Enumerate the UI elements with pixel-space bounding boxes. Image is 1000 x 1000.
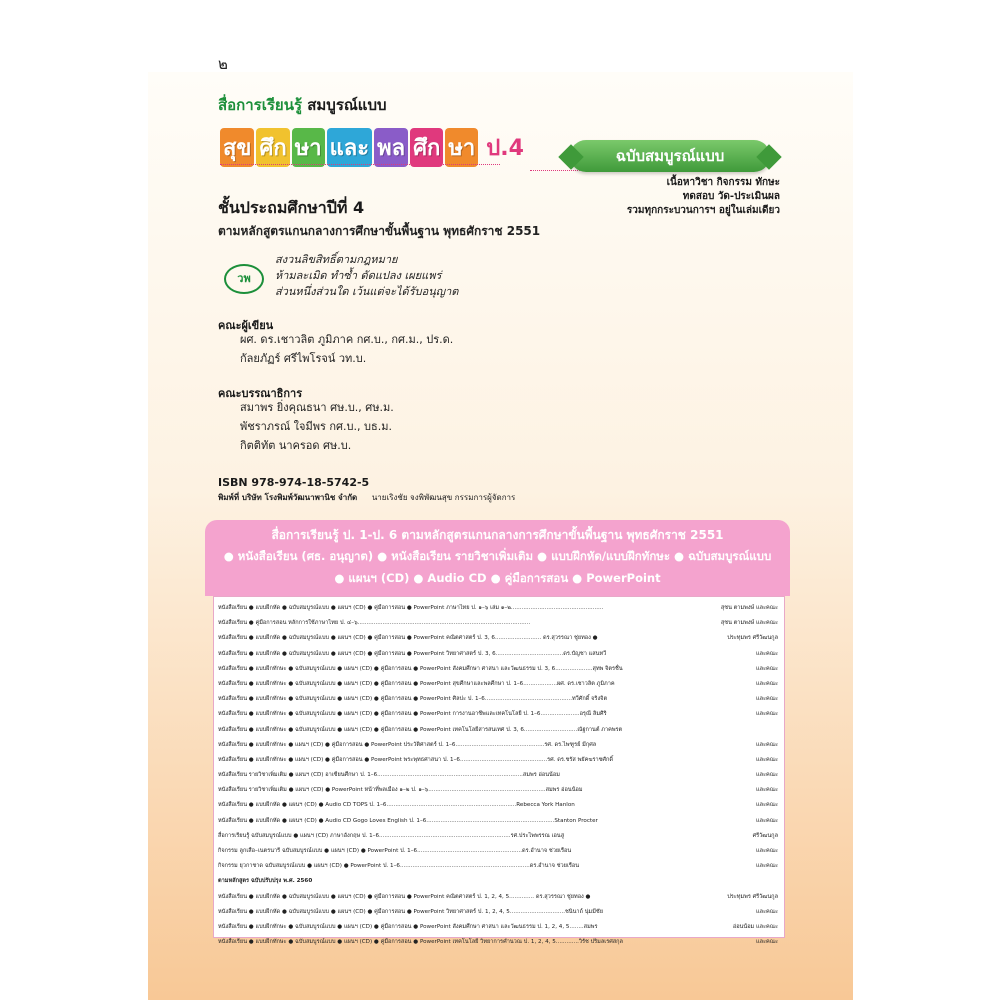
list-item-author: และคณะ [756, 665, 778, 672]
title-underline [220, 164, 500, 165]
list-item [218, 783, 778, 798]
grade-tag: ป.4 [486, 136, 524, 161]
author-name: กัลยภัฏร์ ศรีไพโรจน์ วท.บ. [240, 352, 367, 365]
list-item [218, 935, 778, 950]
isbn: ISBN 978-974-18-5742-5 [218, 476, 370, 489]
list-item-author: และคณะ [756, 848, 778, 854]
list-item [218, 829, 778, 844]
printer-info [218, 491, 515, 504]
list-item-title: สื่อการเรียนรู้ ฉบับสมบูรณ์แบบ ● แผนฯ (CD) ภาษาอังกฤษ ป. 1–6..........................................................................รศ.ประไพพรรณ เอนสู [218, 832, 565, 839]
list-item-title: หนังสือเรียน ● แบบฝึกหัด ● แผนฯ (CD) ● Audio CD Gogo Loves English ป. 1–6........................................................................Stanton Procter [218, 817, 598, 824]
grade-level: ชั้นประถมศึกษาปีที่ 4 [218, 198, 365, 217]
list-item-author: ประทุมพร ศรีวัฒนกูล [727, 893, 778, 900]
list-item-title: หนังสือเรียน ● แบบฝึกหัด ● ฉบับสมบูรณ์แบบ ● แผนฯ (CD) ● คู่มือการสอน ● PowerPoint วิทยาศาสตร์ ป. 1, 2, 4, 5...............................ชนินาถ์ นุ่มมีชัย [218, 908, 603, 915]
ribbon-description [600, 176, 780, 218]
list-item-author: อ่อนน้อม และคณะ [732, 923, 778, 930]
promo-box [205, 520, 790, 596]
title-seg: พล [374, 128, 408, 167]
editor-name: กิตติทัต นาครอด ศษ.บ. [240, 439, 352, 452]
ribbon-line1: เนื้อหาวิชา กิจกรรม ทักษะ [666, 177, 780, 188]
list-item-author: และคณะ [756, 863, 778, 870]
product-listing [213, 596, 785, 946]
list-item-title: หนังสือเรียน รายวิชาเพิ่มเติม ● แผนฯ (CD) อาเซียนศึกษา ป. 1–6..................................................................................สมพร อ่อนน้อม [218, 772, 560, 779]
copyright-notice [275, 252, 458, 300]
list-item [218, 890, 778, 905]
list-item-author: สุชน ตามพงษ์ และคณะ [720, 620, 778, 627]
list-item-author: ประทุมพร ศรีวัฒนกูล [727, 635, 778, 642]
list-item [218, 647, 778, 662]
list-item-author: และคณะ [756, 680, 778, 687]
list-item-title: กิจกรรม ยุวกาชาด ฉบับสมบูรณ์แบบ ● แผนฯ (CD) ● PowerPoint ป. 1–6.........................................................................ดร.อำนาจ ช่วยเรือน [218, 863, 580, 870]
ribbon-line3: รวมทุกกระบวนการฯ อยู่ในเล่มเดียว [626, 205, 780, 216]
list-item [218, 616, 778, 631]
list-item-title: หนังสือเรียน ● แบบฝึกทักษะ ● ฉบับสมบูรณ์แบบ ● แผนฯ (CD) ● คู่มือการสอน ● PowerPoint เทคโนโลยีสารสนเทศ ป. 3, 6..............................ณัฐกานต์ ภาคพรต [218, 726, 623, 733]
list-item-title: หนังสือเรียน ● แบบฝึกทักษะ ● ฉบับสมบูรณ์แบบ ● แผนฯ (CD) ● คู่มือการสอน ● PowerPoint สังคมศึกษา ศาสนา และวัฒนธรรม ป. 3, 6.....................สุทพ จิตรชื่น [218, 665, 623, 672]
series-part2: สมบูรณ์แบบ [307, 96, 387, 114]
list-item-title: หนังสือเรียน ● แบบฝึกหัด ● ฉบับสมบูรณ์แบบ ● แผนฯ (CD) ● คู่มือการสอน ● PowerPoint คณิตศาสตร์ ป. 3, 6.......................... ดร.สุวรรณา ชู่ยทอง ● [218, 635, 598, 642]
publisher-logo: วพ [224, 264, 264, 294]
title-seg: ษา [445, 128, 478, 167]
list-item [218, 738, 778, 753]
list-item-author: และคณะ [756, 741, 778, 748]
list-item-title: หนังสือเรียน ● แบบฝึกทักษะ ● ฉบับสมบูรณ์แบบ ● แผนฯ (CD) ● คู่มือการสอน ● PowerPoint สังคมศึกษา ศาสนา และวัฒนธรรม ป. 1, 2, 4, 5........สมพร [218, 923, 598, 930]
page-number: ๒ [218, 55, 228, 73]
authors-heading: คณะผู้เขียน [218, 319, 274, 332]
book-title [220, 128, 524, 167]
author-name: ผศ. ดร.เชาวลิต ภูมิภาค กศ.บ., กศ.ม., ปร.ด. [240, 333, 454, 346]
list-item [218, 692, 778, 707]
list-item [218, 844, 778, 859]
list-item-author [776, 874, 778, 889]
list-item-author: และคณะ [756, 802, 778, 809]
editor-name: พัชราภรณ์ ใจมีพร กศ.บ., บธ.ม. [240, 420, 392, 433]
list-item-author: และคณะ [756, 787, 778, 794]
list-item-author: และคณะ [756, 817, 778, 824]
title-seg: ษา [292, 128, 325, 167]
list-item-title: กิจกรรม ลูกเสือ–เนตรนารี ฉบับสมบูรณ์แบบ ● แผนฯ (CD) ● PowerPoint ป. 1–6...........................................................ดร.อำนาจ ช่วยเรือน [218, 848, 572, 854]
list-item [218, 662, 778, 677]
list-item-author: และคณะ [756, 772, 778, 779]
copyright-line: ส่วนหนึ่งส่วนใด เว้นแต่จะได้รับอนุญาต [275, 285, 459, 298]
list-item-title: หนังสือเรียน ● แบบฝึกหัด ● ฉบับสมบูรณ์แบบ ● แผนฯ (CD) ● คู่มือการสอน ● PowerPoint คณิตศาสตร์ ป. 1, 2, 4, 5.............. ดร.สุวรรณา ชู่ยทอง ● [218, 893, 591, 900]
editors-heading: คณะบรรณาธิการ [218, 387, 303, 400]
list-item [218, 859, 778, 874]
promo-line2: ● แผนฯ (CD) ● Audio CD ● คู่มือการสอน ● PowerPoint [334, 571, 661, 585]
list-item-title: หนังสือเรียน ● แบบฝึกทักษะ ● ฉบับสมบูรณ์แบบ ● แผนฯ (CD) ● คู่มือการสอน ● PowerPoint ศิลปะ ป. 1–6.................................................ทวีศักดิ์ จริงจิต [218, 696, 608, 703]
authors-list [240, 330, 453, 368]
list-item-title: หนังสือเรียน ● แบบฝึกทักษะ ● ฉบับสมบูรณ์แบบ ● แผนฯ (CD) ● คู่มือการสอน ● PowerPoint การงานอาชีพและเทคโนโลยี ป. 1–6......................อรุณี ลิมศิริ [218, 711, 607, 718]
list-item-author: และคณะ [756, 711, 778, 718]
list-item [218, 631, 778, 646]
list-item-title: หนังสือเรียน ● คู่มือการสอน หลักการใช้ภาษาไทย ป. ๔–๖................................................................................................. [218, 620, 531, 627]
list-item-author: และคณะ [756, 756, 778, 763]
list-item-title: หนังสือเรียน รายวิชาเพิ่มเติม ● แผนฯ (CD) ● PowerPoint หน้าที่พลเมือง ๑–๒ ป. ๑–๖..................................................................สมพร อ่อนน้อม [218, 787, 583, 794]
list-item [218, 677, 778, 692]
list-item-title: หนังสือเรียน ● แบบฝึกทักษะ ● แผนฯ (CD) ● คู่มือการสอน ● PowerPoint พระพุทธศาสนา ป. 1–6.................................................รศ. ดร.ชรัส พยัคฆราชศักดิ์ [218, 756, 613, 763]
list-item [218, 798, 778, 813]
copyright-line: ห้ามละเมิด ทำซ้ำ ดัดแปลง เผยแพร่ [275, 269, 442, 282]
list-item-author [776, 723, 778, 738]
promo-line1: ● หนังสือเรียน (ศธ. อนุญาต) ● หนังสือเรียน รายวิชาเพิ่มเติม ● แบบฝึกหัด/แบบฝึกทักษะ ● ฉบับสมบูรณ์แบบ [223, 549, 772, 563]
series-title [218, 93, 387, 117]
list-item-author: และคณะ [756, 650, 778, 657]
title-seg: ศึก [410, 128, 443, 167]
product-list [218, 601, 778, 950]
edition-ribbon: ฉบับสมบูรณ์แบบ [570, 140, 770, 172]
curriculum-line: ตามหลักสูตรแกนกลางการศึกษาขั้นพื้นฐาน พุทธศักราช 2551 [218, 224, 541, 238]
copyright-line: สงวนลิขสิทธิ์ตามกฎหมาย [275, 253, 398, 266]
editor-name: สมาพร ยิ่งคุณธนา ศษ.บ., ศษ.ม. [240, 401, 394, 414]
list-item-author: และคณะ [756, 939, 778, 946]
list-item-author: ศรีวัฒนกูล [752, 832, 778, 839]
list-item-title: หนังสือเรียน ● แบบฝึกหัด ● ฉบับสมบูรณ์แบบ ● แผนฯ (CD) ● คู่มือการสอน ● PowerPoint ภาษาไทย ป. ๑–๖ เล่ม ๑–๒.................................................... [218, 605, 604, 611]
printer-manager: นายเริงชัย จงพิพัฒนสุข กรรมการผู้จัดการ [371, 493, 516, 502]
list-item [218, 920, 778, 935]
printer-name: พิมพ์ที่ บริษัท โรงพิมพ์วัฒนาพานิช จำกัด [218, 493, 358, 502]
ribbon-line2: ทดสอบ วัด-ประเมินผล [682, 191, 780, 202]
list-item [218, 814, 778, 829]
list-item [218, 707, 778, 722]
list-item-title: หนังสือเรียน ● แบบฝึกหัด ● ฉบับสมบูรณ์แบบ ● แผนฯ (CD) ● คู่มือการสอน ● PowerPoint วิทยาศาสตร์ ป. 3, 6......................................ดร.บัญชา แสนทวี [218, 650, 607, 657]
list-item [218, 723, 778, 738]
series-part1: สื่อการเรียนรู้ [218, 96, 303, 114]
list-item [218, 601, 778, 616]
list-item-author: และคณะ [756, 696, 778, 703]
editors-list [240, 398, 394, 455]
list-item-title: หนังสือเรียน ● แบบฝึกทักษะ ● ฉบับสมบูรณ์แบบ ● แผนฯ (CD) ● คู่มือการสอน ● PowerPoint เทคโนโลยี วิทยาการคำนวณ ป. 1, 2, 4, 5.............วิรัช ปริมลเรศสกุล [218, 939, 623, 946]
promo-heading: สื่อการเรียนรู้ ป. 1-ป. 6 ตามหลักสูตรแกนกลางการศึกษาขั้นพื้นฐาน พุทธศักราช 2551 [271, 528, 724, 542]
list-item [218, 905, 778, 920]
list-item-author: สุชน ตามพงษ์ และคณะ [720, 605, 778, 611]
title-seg: สุข [220, 128, 254, 167]
list-item-title: หนังสือเรียน ● แบบฝึกหัด ● แผนฯ (CD) ● Audio CD TOPS ป. 1–6.........................................................................Rebecca York Hanlon [218, 802, 575, 809]
list-item-title: ตามหลักสูตร ฉบับปรับปรุง พ.ศ. 2560 [218, 878, 313, 885]
title-seg: และ [327, 128, 372, 167]
list-item-title: หนังสือเรียน ● แบบฝึกทักษะ ● แผนฯ (CD) ● คู่มือการสอน ● PowerPoint ประวัติศาสตร์ ป. 1–6..................................................รศ. ดร.ไพฑูรย์ มีกุศล [218, 741, 597, 748]
title-seg: ศึก [256, 128, 289, 167]
list-item [218, 874, 778, 889]
list-item [218, 768, 778, 783]
list-item-author: และคณะ [756, 908, 778, 915]
list-item [218, 753, 778, 768]
list-item-title: หนังสือเรียน ● แบบฝึกทักษะ ● ฉบับสมบูรณ์แบบ ● แผนฯ (CD) ● คู่มือการสอน ● PowerPoint สุขศึกษาและพลศึกษา ป. 1–6...................ผศ. ดร.เชาวลิต ภูมิภาค [218, 680, 615, 687]
